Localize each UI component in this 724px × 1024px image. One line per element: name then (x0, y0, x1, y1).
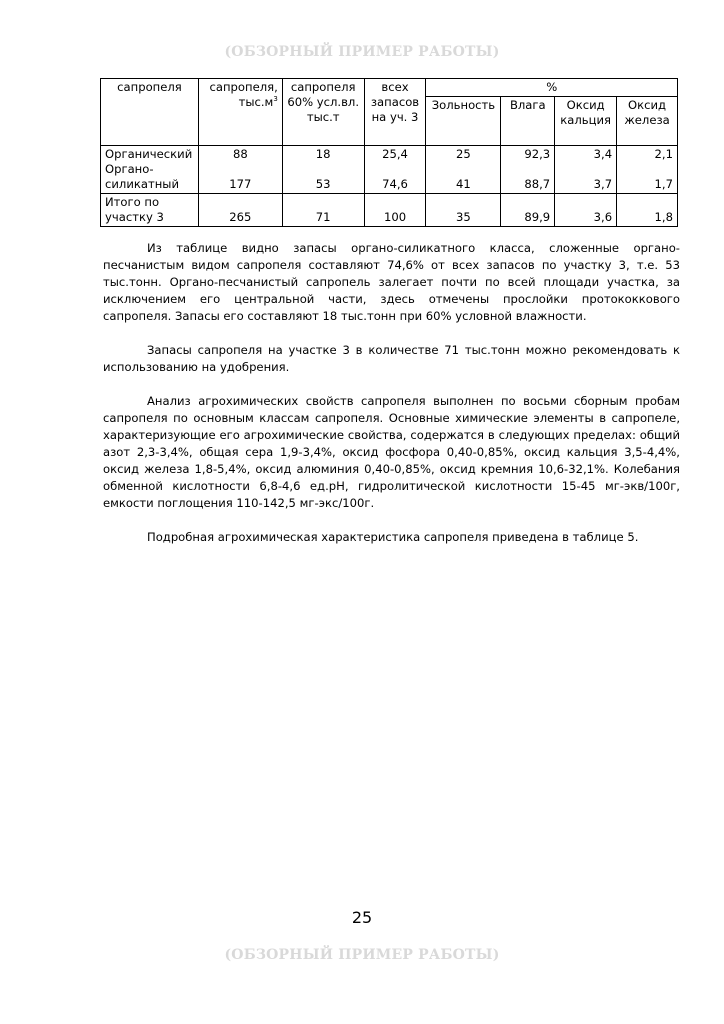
row-moisture: 92,3 88,7 (501, 146, 555, 194)
table-header-row (101, 79, 678, 97)
header-iron-oxide: Оксид железа (617, 97, 678, 146)
row-calcium-oxide: 3,4 3,7 (555, 146, 617, 194)
total-share: 100 (364, 194, 426, 227)
paragraph-agrochemical: Анализ агрохимических свойств сапропеля выполнен по восьми сборным пробам сапропеля по основным классам сапропеля. Основные химические элементы в сапропеле, характеризующие его агрохимические свойства, содержатся в следующих пределах: общий азот 2,3-3,4%, общая сера 1,9-3,4%, оксид фосфора 0,40-0,85%, оксид кальция 3,5-4,4%, оксид железа 1,8-5,4%, оксид алюминия 0,40-0,85%, оксид кремния 10,6-32,1%. Колебания обменной кислотности 6,8-4,6 ед.pH, гидролитической кислотности 15-45 мг-экв/100г, емкости поглощения 110-142,5 мг-экс/100г. (103, 394, 680, 510)
row-ash: 25 41 (426, 146, 501, 194)
row-share: 25,4 74,6 (364, 146, 426, 194)
header-percent: % (426, 79, 678, 97)
row-name: Органический Органо-силикатный (101, 146, 199, 194)
table-row-total (101, 194, 678, 227)
row-mass: 18 53 (282, 146, 364, 194)
total-moisture: 89,9 (501, 194, 555, 227)
row-iron-oxide: 2,1 1,7 (617, 146, 678, 194)
header-share: всех запасов на уч. 3 (364, 79, 426, 146)
total-name: Итого по участку 3 (101, 194, 199, 227)
header-calcium-oxide: Оксид кальция (555, 97, 617, 146)
paragraph-reserves: Из таблице видно запасы органо-силикатного класса, сложенные органо-песчанистым видом сапропеля составляют 74,6% от всех запасов по участку 3, т.е. 53 тыс.тонн. Органо-песчанистый сапропель залегает почти по всей площади участка, за исключением его центральной части, здесь отмечены прослойки протококкового сапропеля. Запасы его составляют 18 тыс.тонн при 60% условной влажности. (103, 241, 680, 323)
watermark-top: (ОБЗОРНЫЙ ПРИМЕР РАБОТЫ) (224, 44, 500, 60)
table-row (101, 146, 678, 194)
page-number: 25 (351, 908, 373, 927)
total-ash: 35 (426, 194, 501, 227)
paragraph-table-ref: Подробная агрохимическая характеристика сапропеля приведена в таблице 5. (147, 530, 639, 544)
header-mass: сапропеля 60% усл.вл. тыс.т (282, 79, 364, 146)
body-text (103, 240, 680, 563)
header-moisture: Влага (501, 97, 555, 146)
header-ash: Зольность (426, 97, 501, 146)
total-mass: 71 (282, 194, 364, 227)
total-iron-oxide: 1,8 (617, 194, 678, 227)
sapropel-reserves-table (100, 78, 678, 227)
header-volume: сапропеля, $тыс.м^3$ (198, 79, 282, 146)
total-calcium-oxide: 3,6 (555, 194, 617, 227)
header-class: сапропеля (101, 79, 199, 146)
watermark-bottom: (ОБЗОРНЫЙ ПРИМЕР РАБОТЫ) (224, 947, 500, 963)
total-volume: 265 (198, 194, 282, 227)
row-volume: 88 177 (198, 146, 282, 194)
paragraph-recommendation: Запасы сапропеля на участке 3 в количестве 71 тыс.тонн можно рекомендовать к использованию на удобрения. (103, 343, 680, 374)
